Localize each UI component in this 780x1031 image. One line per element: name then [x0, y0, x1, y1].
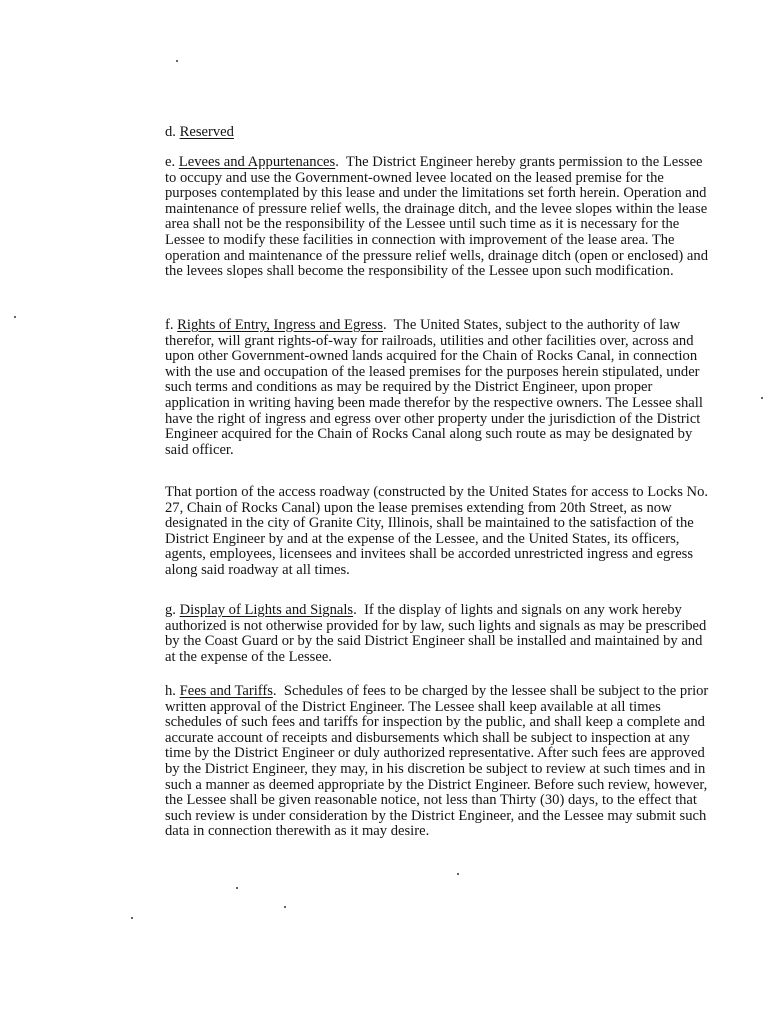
- section-g-heading: Display of Lights and Signals: [179, 602, 354, 618]
- section-h-text: Schedules of fees to be charged by the lessee shall be subject to the prior written approval of the District Engineer. The Lessee shall keep available at all times schedules of such fees and tariffs for inspection by the public, and shall keep a complete and accurate account of receipts and disbursements which shall be subject to inspection at any time by the District Engineer or duly authorized representative. After such fees are approved by the District Engineer, they may, in his discretion be subject to review at such times and in such a manner as deemed appropriate by the District Engineer. Before such review, however, the Lessee shall be given reasonable notice, not less than Thirty (30) days, to the effect that such review is under consideration by the District Engineer, and the Lessee may submit such data in connection therewith as it may desire.: [165, 683, 709, 840]
- section-h-label: h.: [165, 683, 176, 699]
- section-d: [165, 125, 710, 141]
- scan-speck: [236, 887, 238, 889]
- scan-speck: [761, 397, 763, 399]
- section-d-label: d.: [165, 124, 176, 140]
- section-e: e. Levees and Appurtenances. The District Engineer hereby grants permission to the Lessee to occupy and use the Government-owned levee located on the leased premise for the purposes contemplated by this lease and under the limitations set forth herein. Operation and maintenance of pressure relief wells, the drainage ditch, and the levee slopes within the lease area shall not be the responsibility of the Lessee until such time as it is necessary for the Lessee to modify these facilities in connection with improvement of the lease area. The operation and maintenance of the pressure relief wells, drainage ditch (open or enclosed) and the levees slopes shall become the responsibility of the Lessee upon such modification.: [165, 154, 708, 280]
- section-g-text: If the display of lights and signals on any work hereby authorized is not otherwise provided for by law, such lights and signals as may be prescribed by the Coast Guard or by the said District Engineer shall be installed and maintained by and at the expense of the Lessee.: [165, 602, 707, 665]
- section-g-label: g.: [165, 602, 176, 618]
- section-f-label: f.: [165, 317, 174, 333]
- scan-speck: [457, 873, 459, 875]
- section-h-heading: Fees and Tariffs: [179, 683, 273, 699]
- section-g: g. Display of Lights and Signals. If the display of lights and signals on any work hereby authorized is not otherwise provided for by law, such lights and signals as may be prescribed by the Coast Guard or by the said District Engineer shall be installed and maintained by and at the expense of the Lessee.: [165, 602, 707, 665]
- section-e-text: The District Engineer hereby grants permission to the Lessee to occupy and use the Government-owned levee located on the leased premise for the purposes contemplated by this lease and under the limitations set forth herein. Operation and maintenance of pressure relief wells, the drainage ditch, and the levee slopes within the lease area shall not be the responsibility of the Lessee until such time as it is necessary for the Lessee to modify these facilities in connection with improvement of the lease area. The operation and maintenance of the pressure relief wells, drainage ditch (open or enclosed) and the levees slopes shall become the responsibility of the Lessee upon such modification.: [165, 154, 708, 280]
- section-f-continued: [165, 485, 710, 579]
- section-f: f. Rights of Entry, Ingress and Egress. The United States, subject to the authority of law therefor, will grant rights-of-way for railroads, utilities and other facilities over, across and upon other Government-owned lands acquired for the Chain of Rocks Canal, in connection with the use and occupation of the leased premises for the purposes herein stipulated, under such terms and conditions as may be required by the District Engineer, upon proper application in writing having been made therefor by the respective owners. The Lessee shall have the right of ingress and egress over other property under the jurisdiction of the District Engineer acquired for the Chain of Rocks Canal along such route as may be designated by said officer.: [165, 317, 703, 458]
- section-d-heading: Reserved: [179, 124, 234, 140]
- section-f-continued-text: That portion of the access roadway (constructed by the United States for access to Locks No. 27, Chain of Rocks Canal) upon the lease premises extending from 20th Street, as now designated in the city of Granite City, Illinois, shall be maintained to the satisfaction of the District Engineer by and at the expense of the Lessee, and the United States, its officers, agents, employees, licensees and invitees shall be accorded unrestricted ingress and egress along said roadway at all times.: [165, 484, 709, 578]
- section-e-heading: Levees and Appurtenances: [178, 154, 336, 170]
- section-h: h. Fees and Tariffs. Schedules of fees to be charged by the lessee shall be subject to the prior written approval of the District Engineer. The Lessee shall keep available at all times schedules of such fees and tariffs for inspection by the public, and shall keep a complete and accurate account of receipts and disbursements which shall be subject to inspection at any time by the District Engineer or duly authorized representative. After such fees are approved by the District Engineer, they may, in his discretion be subject to review at such times and in such a manner as deemed appropriate by the District Engineer. Before such review, however, the Lessee shall be given reasonable notice, not less than Thirty (30) days, to the effect that such review is under consideration by the District Engineer, and the Lessee may submit such data in connection therewith as it may desire.: [165, 683, 709, 840]
- section-e-label: e.: [165, 154, 176, 170]
- scan-speck: [284, 906, 286, 908]
- scan-speck: [14, 316, 16, 318]
- section-f-heading: Rights of Entry, Ingress and Egress: [177, 317, 383, 333]
- section-f-text: The United States, subject to the authority of law therefor, will grant rights-of-way for railroads, utilities and other facilities over, across and upon other Government-owned lands acquired for the Chain of Rocks Canal, in connection with the use and occupation of the leased premises for the purposes herein stipulated, under such terms and conditions as may be required by the District Engineer, upon proper application in writing having been made therefor by the respective owners. The Lessee shall have the right of ingress and egress over other property under the jurisdiction of the District Engineer acquired for the Chain of Rocks Canal along such route as may be designated by said officer.: [165, 317, 703, 458]
- scan-speck: [176, 60, 178, 62]
- scan-speck: [131, 917, 133, 919]
